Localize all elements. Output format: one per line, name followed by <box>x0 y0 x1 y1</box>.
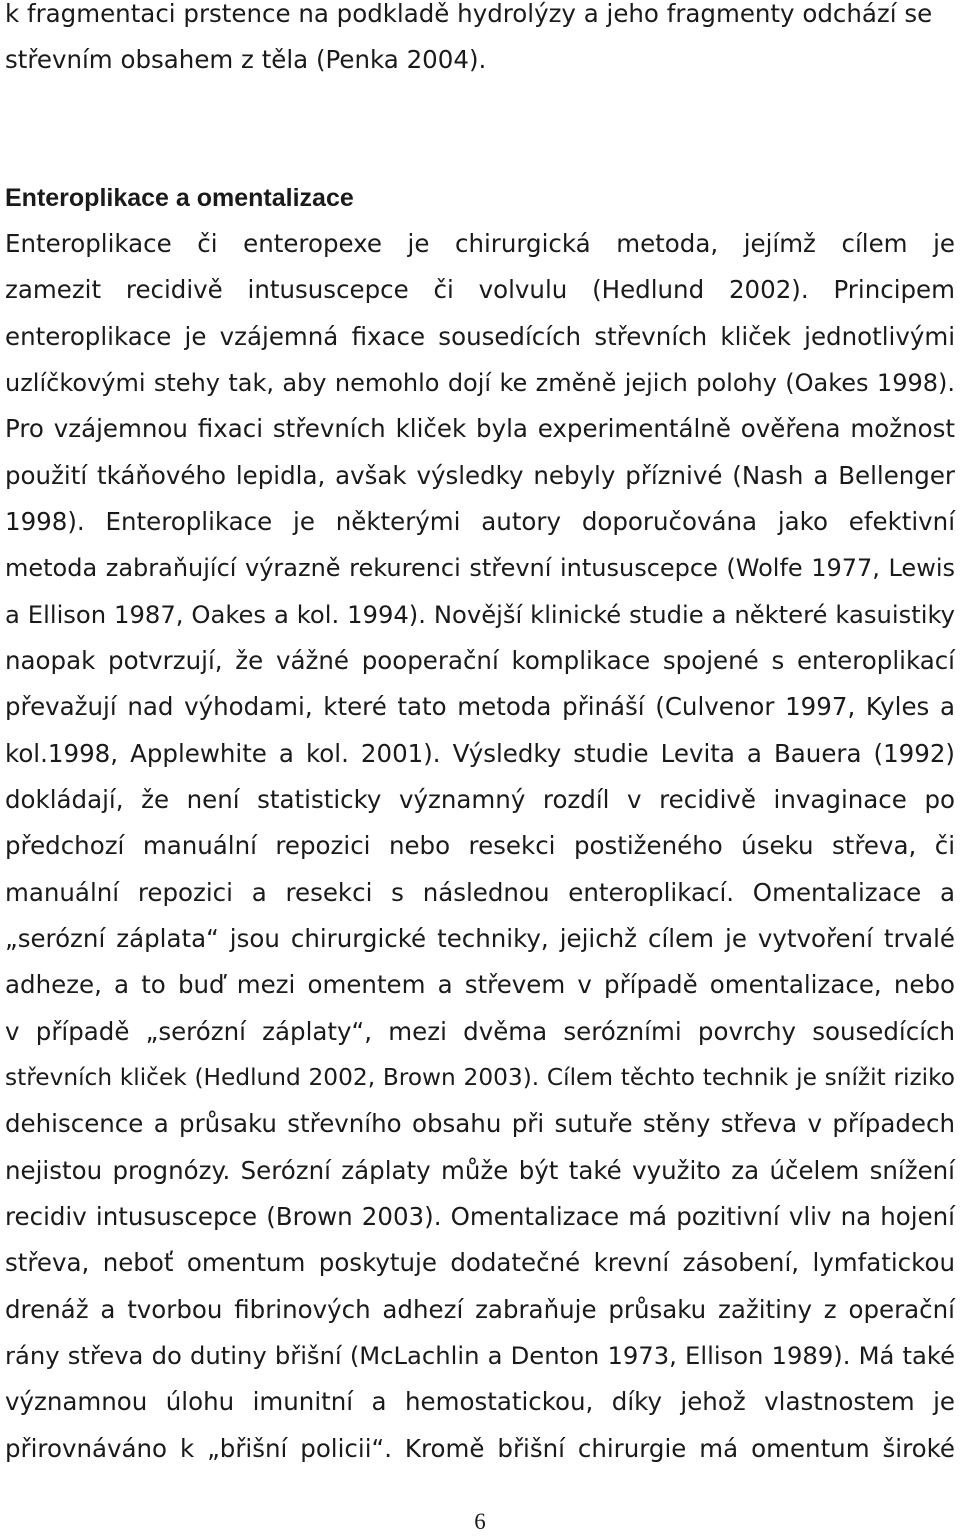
paragraph-line: střeva, neboť omentum poskytuje dodatečné krevní zásobení, lymfatickou <box>5 1248 955 1277</box>
paragraph-line: drenáž a tvorbou fibrinových adhezí zabraňuje průsaku zažitiny z operační <box>5 1295 955 1324</box>
paragraph-line: významnou úlohu imunitní a hemostatickou, díky jehož vlastnostem je <box>5 1387 955 1416</box>
paragraph-line: použití tkáňového lepidla, avšak výsledky nebyly příznivé (Nash a Bellenger <box>5 461 955 490</box>
paragraph-line: v případě „serózní záplaty“, mezi dvěma serózními povrchy sousedících <box>5 1017 955 1046</box>
paragraph-line: rány střeva do dutiny břišní (McLachlin a Denton 1973, Ellison 1989). Má také <box>5 1341 955 1370</box>
paragraph-line: Pro vzájemnou fixaci střevních kliček byla experimentálně ověřena možnost <box>5 414 955 443</box>
paragraph-line: uzlíčkovými stehy tak, aby nemohlo dojí ke změně jejich polohy (Oakes 1998). <box>5 369 955 397</box>
paragraph-line: a Ellison 1987, Oakes a kol. 1994). Novější klinické studie a některé kasuistiky <box>5 600 955 629</box>
paragraph-line: střevních kliček (Hedlund 2002, Brown 2003). Cílem těchto technik je snížit riziko <box>5 1064 955 1091</box>
paragraph-line: enteroplikace je vzájemná fixace sousedících střevních kliček jednotlivými <box>5 322 955 351</box>
paragraph-line: předchozí manuální repozici nebo resekci postiženého úseku střeva, či <box>5 831 955 860</box>
paragraph-line: adheze, a to buď mezi omentem a střevem v případě omentalizace, nebo <box>5 970 955 999</box>
paragraph-line: převažují nad výhodami, které tato metoda přináší (Culvenor 1997, Kyles a <box>5 692 955 721</box>
paragraph-line: zamezit recidivě intususcepce či volvulu (Hedlund 2002). Principem <box>5 275 955 304</box>
paragraph-line: Enteroplikace či enteropexe je chirurgická metoda, jejímž cílem je <box>5 229 955 258</box>
paragraph-line: přirovnáváno k „břišní policii“. Kromě břišní chirurgie má omentum široké <box>5 1434 955 1463</box>
page-number: 6 <box>474 1509 486 1534</box>
paragraph-line: dehiscence a průsaku střevního obsahu při sutuře stěny střeva v případech <box>5 1109 955 1138</box>
paragraph-line: metoda zabraňující výrazně rekurenci střevní intususcepce (Wolfe 1977, Lewis <box>5 554 955 582</box>
paragraph-line: recidiv intususcepce (Brown 2003). Omentalizace má pozitivní vliv na hojení <box>5 1202 955 1231</box>
paragraph-line: nejistou prognózy. Serózní záplaty může být také využito za účelem snížení <box>5 1156 955 1185</box>
paragraph-line: kol.1998, Applewhite a kol. 2001). Výsledky studie Levita a Bauera (1992) <box>5 739 955 768</box>
intro-line: střevním obsahem z těla (Penka 2004). <box>5 45 487 74</box>
paragraph-line: manuální repozici a resekci s následnou enteroplikací. Omentalizace a <box>5 878 955 907</box>
section-heading: Enteroplikace a omentalizace <box>5 184 354 212</box>
intro-line: k fragmentaci prstence na podkladě hydrolýzy a jeho fragmenty odchází se <box>5 0 933 28</box>
paragraph-line: „serózní záplata“ jsou chirurgické techniky, jejichž cílem je vytvoření trvalé <box>5 924 955 953</box>
paragraph-line: 1998). Enteroplikace je některými autory doporučována jako efektivní <box>5 507 955 536</box>
paragraph-line: dokládají, že není statisticky významný rozdíl v recidivě invaginace po <box>5 785 955 814</box>
paragraph-line: naopak potvrzují, že vážné pooperační komplikace spojené s enteroplikací <box>5 646 955 675</box>
